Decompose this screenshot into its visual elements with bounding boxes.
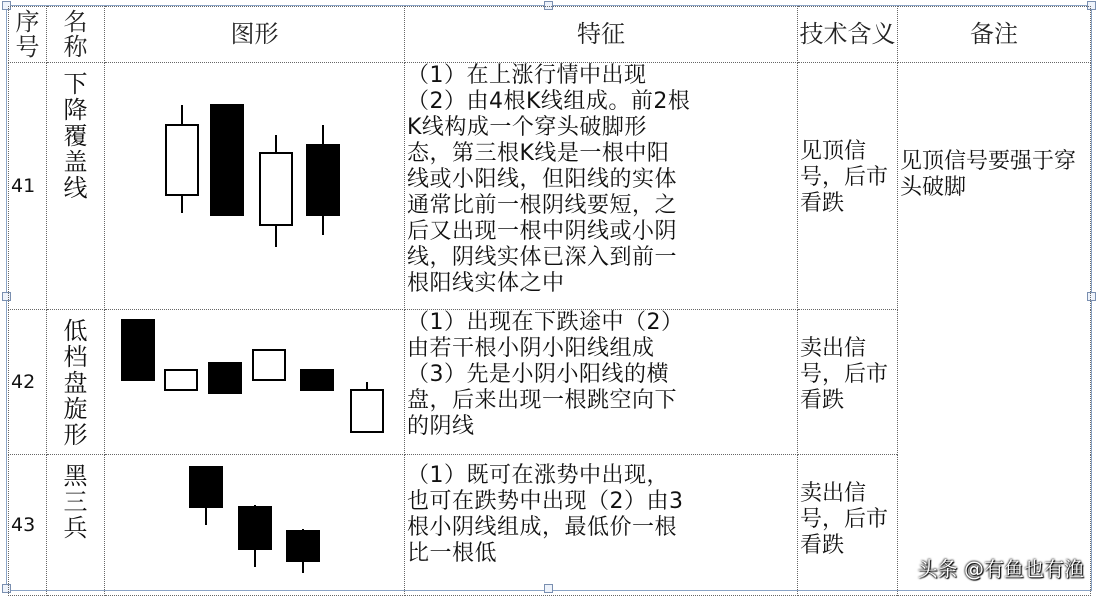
feature-line: 盘，后来出现一根跳空向下 [407, 388, 678, 413]
row-name-cell [47, 310, 105, 455]
candle-white-body [351, 390, 383, 432]
figure-cell [105, 310, 405, 455]
feature-line: 也可在跌势中出现（2）由3 [407, 489, 684, 514]
header-tech: 技术含义 [798, 7, 898, 63]
row-seq: 42 [9, 310, 47, 455]
feature-line: （1）出现在下跌途中（2） [407, 310, 684, 335]
candlestick-pattern-table [8, 6, 1091, 596]
candle-white-body [165, 370, 197, 390]
header-feature: 特征 [405, 7, 798, 63]
row-seq: 43 [9, 455, 47, 596]
tech-text: 卖出信号，后市看跌 [800, 336, 889, 413]
feature-line: 根小阴线组成，最低价一根 [407, 515, 678, 540]
candle-black-body [209, 363, 241, 393]
figure-cell [105, 63, 405, 310]
feature-cell [405, 455, 798, 596]
feature-line: 线或小阳线，但阳线的实体 [407, 167, 678, 192]
feature-line: （1）既可在涨势中出现， [407, 463, 669, 488]
feature-line: 由若干根小阴小阳线组成 [407, 336, 655, 361]
candle-white-body [166, 125, 198, 195]
feature-line: 根阳线实体之中 [407, 271, 565, 296]
candle-black-body [239, 507, 271, 549]
row-name: 低档盘旋形 [63, 317, 88, 449]
feature-line: 比一根低 [407, 541, 498, 566]
candle-black-body [307, 145, 339, 215]
candle-white-body [260, 153, 292, 225]
candle-black-body [190, 467, 222, 507]
feature-cell [405, 63, 798, 310]
table-row [9, 63, 1091, 310]
feature-line: （2）由4根K线组成。前2根 [407, 89, 691, 114]
note-text: 见顶信号要强于穿头破脚 [900, 149, 1077, 200]
feature-line: 通常比前一根阴线要短，之 [407, 193, 678, 218]
candle-black-body [122, 320, 154, 380]
row-seq: 41 [9, 63, 47, 310]
feature-cell [405, 310, 798, 455]
feature-line: （1）在上涨行情中出现 [407, 63, 647, 88]
feature-line: （3）先是小阴小阳线的横 [407, 362, 669, 387]
feature-line: 后又出现一根中阴线或小阴 [407, 219, 678, 244]
candle-black-body [301, 370, 333, 390]
figure-cell [105, 455, 405, 596]
feature-line: 态，第三根K线是一根中阳 [407, 141, 670, 166]
candle-black-body [211, 105, 243, 215]
row-name: 下降覆盖线 [63, 70, 88, 202]
row-name-cell [47, 455, 105, 596]
tech-cell [798, 310, 898, 455]
candlestick-figure-41 [105, 63, 405, 309]
note-cell [898, 63, 1091, 596]
header-figure: 图形 [105, 7, 405, 63]
watermark: 头条 @有鱼也有渔 [917, 557, 1084, 581]
tech-text: 见顶信号，后市看跌 [800, 139, 889, 216]
candle-black-body [287, 531, 319, 561]
row-name: 黑三兵 [63, 462, 88, 542]
row-name-cell [47, 63, 105, 310]
header-note: 备注 [898, 7, 1091, 63]
feature-line: 的阴线 [407, 414, 475, 439]
candlestick-figure-42 [105, 310, 405, 454]
header-seq: 序号 [9, 7, 47, 63]
tech-text: 卖出信号，后市看跌 [800, 481, 889, 558]
tech-cell [798, 63, 898, 310]
feature-line: 线，阴线实体已深入到前一 [407, 245, 678, 270]
table-header-row [9, 7, 1091, 63]
header-name: 名称 [47, 7, 105, 63]
feature-line: K线构成一个穿头破脚形 [407, 115, 647, 140]
tech-cell [798, 455, 898, 596]
candlestick-figure-43 [105, 455, 405, 595]
candle-white-body [253, 350, 285, 380]
